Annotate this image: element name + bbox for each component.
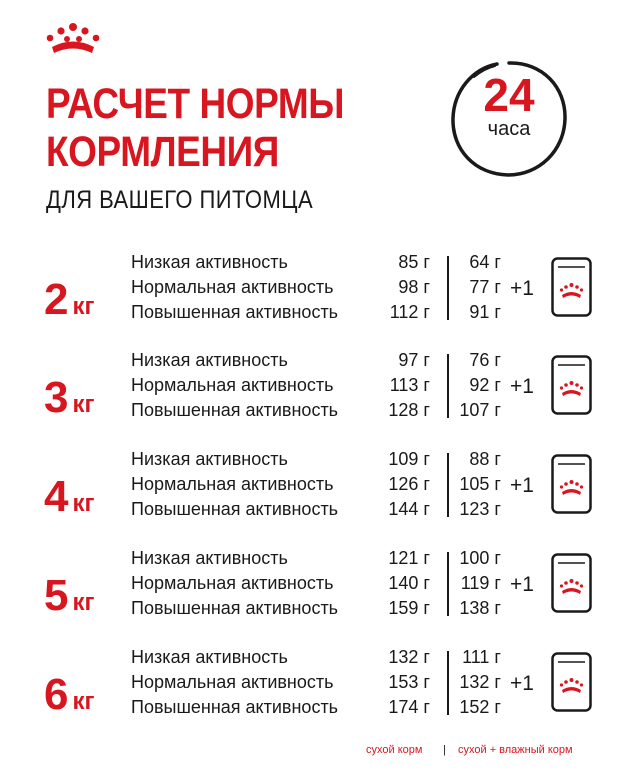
table-row — [131, 300, 531, 325]
page-title — [46, 80, 344, 176]
dry-amount: 128 г — [388, 400, 430, 420]
mixed-amount: 119 г — [460, 573, 501, 593]
weight-value: 5 — [44, 571, 69, 620]
table-row — [131, 670, 531, 695]
page-subtitle: ДЛЯ ВАШЕГО ПИТОМЦА — [46, 186, 314, 214]
table-row — [131, 398, 531, 423]
activity-label: Низкая активность — [131, 252, 288, 272]
table-row — [131, 546, 531, 571]
weight-block — [0, 250, 634, 330]
mixed-amount: 152 г — [459, 697, 501, 717]
weight-block — [0, 645, 634, 725]
dry-amount: 144 г — [388, 499, 430, 519]
activity-label: Низкая активность — [131, 647, 288, 667]
badge-unit: часа — [487, 118, 531, 140]
activity-label: Нормальная активность — [131, 672, 334, 692]
weight-label — [44, 276, 95, 324]
table-row — [131, 373, 531, 398]
column-divider — [447, 552, 449, 616]
mixed-amount: 107 г — [459, 400, 501, 420]
weight-value: 6 — [44, 670, 69, 719]
activity-label: Нормальная активность — [131, 277, 334, 297]
weight-unit: кг — [72, 391, 95, 418]
weight-unit: кг — [72, 589, 95, 616]
weight-value: 2 — [44, 275, 69, 324]
mixed-amount: 91 г — [469, 302, 501, 322]
title-line-2: КОРМЛЕНИЯ — [46, 128, 279, 176]
table-row — [131, 250, 531, 275]
mixed-amount: 92 г — [469, 375, 501, 395]
mixed-amount: 138 г — [459, 598, 501, 618]
plus-one-label: +1 — [510, 277, 534, 300]
weight-block — [0, 447, 634, 527]
dry-amount: 140 г — [388, 573, 430, 593]
dry-amount: 85 г — [398, 252, 430, 272]
activity-label: Низкая активность — [131, 548, 288, 568]
mixed-amount: 77 г — [469, 277, 501, 297]
dry-amount: 109 г — [388, 449, 430, 469]
dry-amount: 126 г — [388, 474, 430, 494]
royal-canin-crown-icon — [43, 22, 103, 56]
weight-value: 4 — [44, 472, 69, 521]
wet-food-pouch-icon — [551, 454, 592, 514]
wet-food-pouch-icon — [551, 553, 592, 613]
legend-separator: | — [443, 744, 446, 756]
dry-amount: 121 г — [388, 548, 430, 568]
weight-unit: кг — [72, 688, 95, 715]
mixed-amount: 105 г — [459, 474, 501, 494]
wet-food-pouch-icon — [551, 652, 592, 712]
dry-amount: 174 г — [388, 697, 430, 717]
dry-amount: 113 г — [389, 375, 430, 395]
table-row — [131, 645, 531, 670]
mixed-amount: 76 г — [469, 350, 501, 370]
mixed-amount: 123 г — [459, 499, 501, 519]
mixed-amount: 100 г — [459, 548, 501, 568]
legend-mixed: сухой + влажный корм — [458, 744, 573, 756]
table-row — [131, 275, 531, 300]
plus-one-label: +1 — [510, 672, 534, 695]
table-row — [131, 596, 531, 621]
activity-label: Низкая активность — [131, 350, 288, 370]
weight-unit: кг — [72, 293, 95, 320]
column-divider — [447, 354, 449, 418]
mixed-amount: 111 г — [462, 647, 501, 667]
column-divider — [447, 453, 449, 517]
activity-label: Повышенная активность — [131, 697, 339, 717]
dry-amount: 159 г — [388, 598, 430, 618]
table-row — [131, 695, 531, 720]
mixed-amount: 132 г — [459, 672, 501, 692]
plus-one-label: +1 — [510, 474, 534, 497]
wet-food-pouch-icon — [551, 257, 592, 317]
column-divider — [447, 651, 449, 715]
activity-label: Низкая активность — [131, 449, 288, 469]
dry-amount: 132 г — [388, 647, 430, 667]
badge-number: 24 — [483, 69, 535, 121]
activity-label: Повышенная активность — [131, 499, 339, 519]
weight-value: 3 — [44, 373, 69, 422]
dry-amount: 98 г — [398, 277, 430, 297]
activity-label: Нормальная активность — [131, 375, 334, 395]
plus-one-label: +1 — [510, 375, 534, 398]
table-row — [131, 571, 531, 596]
column-divider — [447, 256, 449, 320]
weight-label — [44, 473, 95, 521]
weight-block — [0, 348, 634, 428]
activity-label: Нормальная активность — [131, 573, 334, 593]
dry-amount: 153 г — [388, 672, 430, 692]
activity-label: Повышенная активность — [131, 598, 339, 618]
activity-label: Нормальная активность — [131, 474, 334, 494]
weight-label — [44, 671, 95, 719]
title-line-1: РАСЧЕТ НОРМЫ — [46, 80, 345, 128]
dry-amount: 112 г — [389, 302, 430, 322]
activity-label: Повышенная активность — [131, 400, 339, 420]
weight-unit: кг — [72, 490, 95, 517]
table-row — [131, 348, 531, 373]
table-row — [131, 472, 531, 497]
wet-food-pouch-icon — [551, 355, 592, 415]
table-row — [131, 497, 531, 522]
weight-label — [44, 572, 95, 620]
legend-dry: сухой корм — [366, 744, 423, 756]
weight-label — [44, 374, 95, 422]
activity-label: Повышенная активность — [131, 302, 339, 322]
table-row — [131, 447, 531, 472]
mixed-amount: 88 г — [469, 449, 501, 469]
weight-block — [0, 546, 634, 626]
plus-one-label: +1 — [510, 573, 534, 596]
mixed-amount: 64 г — [469, 252, 501, 272]
dry-amount: 97 г — [398, 350, 430, 370]
